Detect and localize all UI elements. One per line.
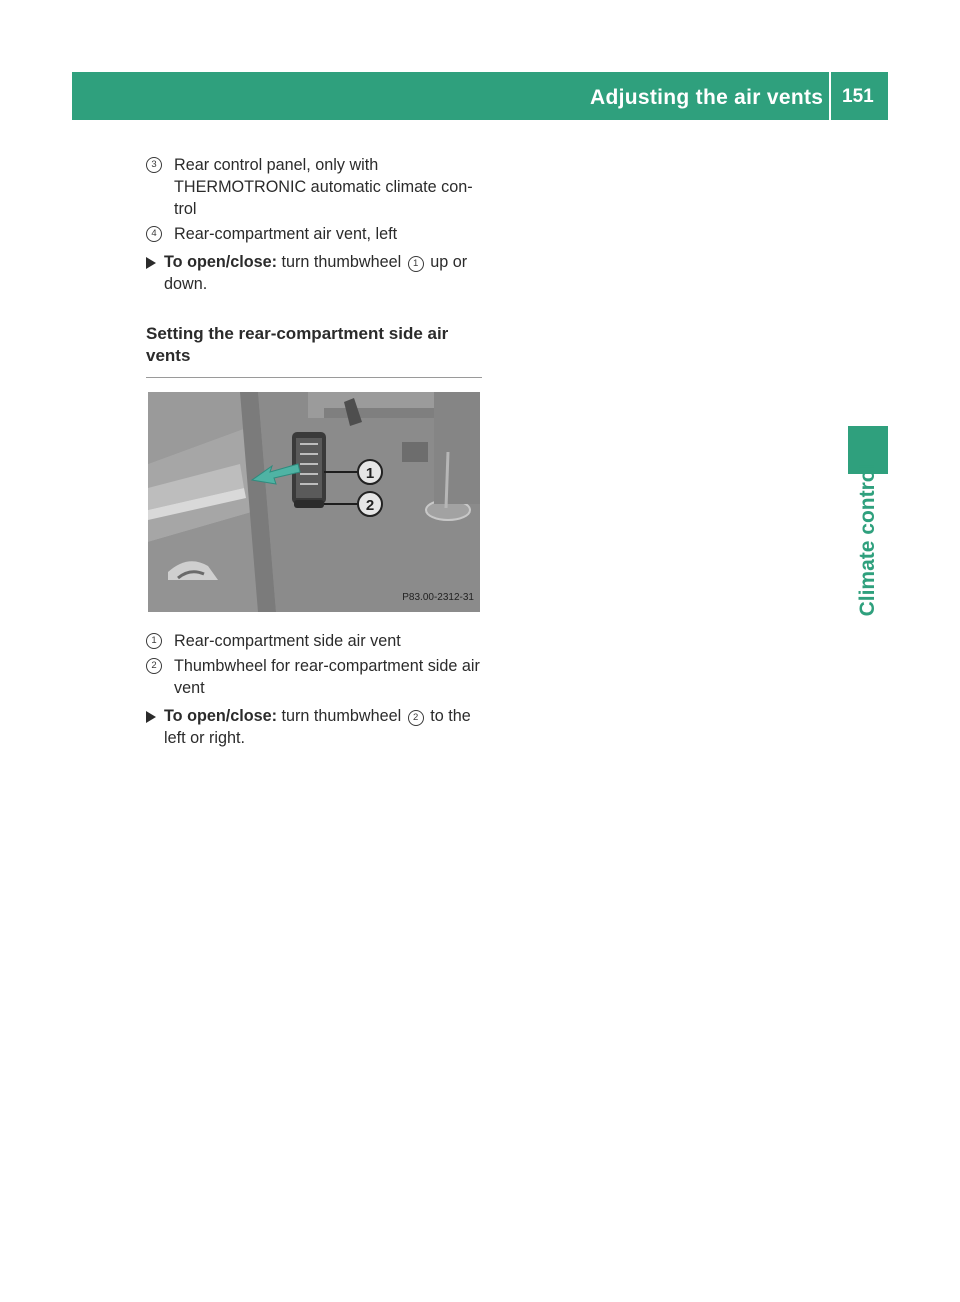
callout-number-icon: 2 (146, 658, 162, 674)
callout-number-icon: 4 (146, 226, 162, 242)
section-heading: Setting the rear-compartment side air vents (146, 323, 482, 378)
legend-item (146, 655, 482, 699)
legend-text: Rear-compartment air vent, left (174, 225, 398, 243)
legend-text: Rear-compartment side air vent (174, 632, 401, 650)
step-text: turn thumbwheel (277, 707, 406, 725)
figure-callout-2-label: 2 (365, 497, 375, 514)
vent-illustration (148, 392, 480, 612)
figure-callout-1-label: 1 (365, 465, 375, 482)
legend-item (146, 223, 482, 245)
legend-text: Rear control panel, only with THERMOTRONIC automatic climate con-trol (174, 156, 473, 218)
legend-item (146, 154, 482, 220)
callout-number-icon: 3 (146, 157, 162, 173)
step-text: turn thumbwheel (277, 253, 406, 271)
legend-item (146, 630, 482, 652)
callout-number-icon: 1 (146, 633, 162, 649)
vehicle-interior-drawing (148, 392, 480, 612)
figure-reference-code: P83.00-2312-31 (402, 592, 474, 603)
step-text: up or down. (164, 253, 468, 293)
callout-number-icon: 1 (408, 256, 424, 272)
page-number: 151 (842, 86, 874, 107)
step-text: to the left or right. (164, 707, 471, 747)
callout-number-icon: 2 (408, 710, 424, 726)
step-arrow-icon (146, 711, 156, 723)
step-label: To open/close: (164, 707, 278, 725)
main-column (146, 154, 482, 749)
chapter-tab-label: Climate control (856, 463, 879, 617)
step-arrow-icon (146, 257, 156, 269)
header-divider (829, 72, 831, 120)
running-header-title: Adjusting the air vents (590, 86, 824, 109)
step-label: To open/close: (164, 253, 278, 271)
legend-text: Thumbwheel for rear-compartment side air vent (174, 657, 480, 697)
instruction-step (146, 251, 482, 295)
instruction-step (146, 705, 482, 749)
